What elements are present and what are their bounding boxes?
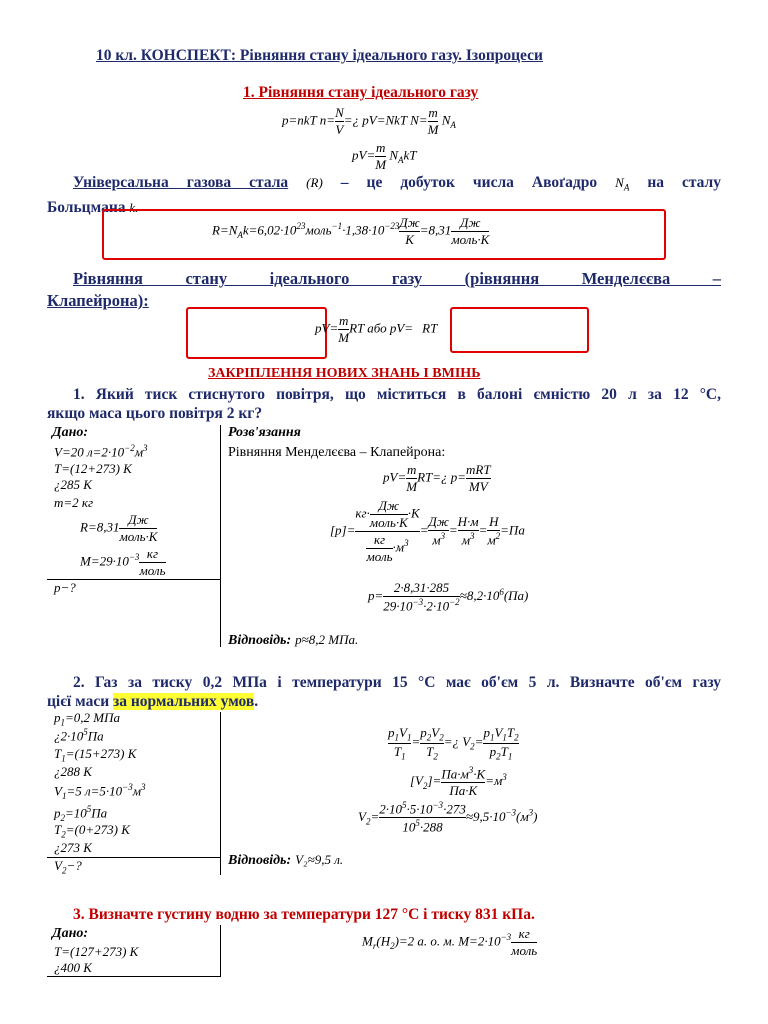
given-t1: $T_1=(15+273)$ K bbox=[54, 746, 137, 764]
problem-2-formula-main: $\frac{p_1V_1}{T_1}$ = $\frac{p_2V_2}{T_2}$ =¿ $V_2=$ $\frac{p_1V_1T_2}{p_2T_1}$ bbox=[388, 725, 519, 762]
formula-line-1: p=nkT n= $\frac{N}{V}$ =¿ pV=NkT N= $\frac{m}{M}$ $N_A$ bbox=[282, 105, 456, 137]
given-temperature: T=(12+273) K bbox=[54, 461, 132, 476]
problem-2-question: 2. Газ за тиску 0,2 МПа і температури 15 °С має об'єм 5 л. Визначте об'єм газу цієї маси за нормальних умов. bbox=[47, 674, 721, 710]
boltzmann-word: Больцмана bbox=[47, 198, 126, 216]
boltzmann-symbol: k. bbox=[129, 199, 139, 215]
given-molar-mass: $M=29\cdot 10^{-3}$ кг моль bbox=[80, 546, 166, 578]
problem-2-answer: Відповідь: V₂≈9,5 л. bbox=[228, 852, 344, 868]
avogadro-symbol: $N_A$ bbox=[615, 175, 630, 193]
problem-1-question: 1. Який тиск стиснутого повітря, що міститься в балоні ємністю 20 л за 12 °С, якщо маса цього повітря 2 кг? bbox=[47, 386, 721, 422]
given-mass: m=2 кг bbox=[54, 495, 94, 510]
given-v1: $V_1=5$ $л=5\cdot 10^{-3}м^3$ bbox=[54, 782, 146, 801]
problem-2-formula-calc: $V_2=$ $\frac{2\cdot 10^5\cdot 5\cdot 10^{-3}\cdot 273}{10^5\cdot 288}$ $\approx 9,5\cdot 10^{-3}(м^3)$ bbox=[358, 800, 538, 835]
problem-1-solution-text: Рівняння Менделєєва – Клапейрона: bbox=[228, 445, 446, 460]
problem-1-given-title: Дано: bbox=[52, 425, 88, 440]
mendeleev-clapeyron-definition bbox=[47, 268, 721, 312]
problem-3-divider bbox=[220, 925, 221, 977]
problem-1-formula-main: pV= $\frac{m}{M}$ RT=¿ p= mRT MV bbox=[383, 462, 491, 494]
page-title: 10 кл. КОНСПЕКТ: Рівняння стану ідеального газу. Ізопроцеси bbox=[96, 47, 543, 64]
mendeleev-box-left bbox=[186, 307, 327, 359]
given-p2: $p_2=10^5Па$ bbox=[54, 804, 108, 823]
given-p1: $p_1=0,2$ МПа bbox=[54, 710, 120, 728]
problem-1-formula-units: [p]= кг· Дж моль·K ·K кг моль $\cdot м^3$ = Дж $м^3$ = Н·м $м^3$ = Н $м^2$ =Па bbox=[330, 498, 525, 564]
normal-conditions-highlight: за нормальних умов bbox=[113, 693, 255, 710]
gas-constant-text-end: на сталу bbox=[647, 174, 722, 191]
problem-1-find: p−? bbox=[54, 580, 76, 595]
gas-constant-text: – це добуток числа Авоґадро bbox=[340, 174, 598, 191]
given-temperature-value: ¿285 K bbox=[54, 477, 92, 492]
gas-constant-term: Універсальна газова стала bbox=[73, 174, 289, 191]
given-p1-value: ¿$2\cdot 10^5Па$ bbox=[54, 727, 104, 744]
problem-1-answer: Відповідь: p≈8,2 МПа. bbox=[228, 632, 359, 648]
mendeleev-line-1: Рівняння стану ідеального газу (рівняння Менделєєва – bbox=[73, 269, 721, 288]
mendeleev-box-right bbox=[450, 307, 589, 353]
given-volume: V=20 $л=2\cdot 10^{-2}м^3$ bbox=[54, 443, 148, 460]
problem-2-divider bbox=[220, 712, 221, 875]
problem-2-find: $V_2-$? bbox=[54, 858, 82, 876]
problem-1-divider bbox=[220, 425, 221, 647]
given-gas-constant: R=8,31 Дж моль·K bbox=[80, 512, 158, 544]
given-t1-value: ¿288 K bbox=[54, 764, 92, 779]
consolidation-heading: ЗАКРІПЛЕННЯ НОВИХ ЗНАНЬ І ВМІНЬ bbox=[208, 366, 481, 381]
problem-1-solution-title: Розв'язання bbox=[228, 425, 301, 440]
problem-2-formula-units: $[V_2]=$ $Па\cdot м^3\cdot K$ Па·K $=м^3$ bbox=[410, 765, 507, 799]
problem-1-formula-calc: p= $\frac{2\cdot 8,31\cdot 285}{29\cdot 10^{-3}\cdot 2\cdot 10^{-2}}$ $\approx 8,2\cdot 10^6(Па)$ bbox=[368, 580, 529, 614]
problem-3-formula: $M_r(H_2)=2$ а. о. м. $M=2\cdot 10^{-3}$ кг моль bbox=[362, 926, 538, 958]
problem-3-question: 3. Визначте густину водню за температури 127 °С і тиску 831 кПа. bbox=[73, 906, 535, 923]
gas-constant-symbol: (R) bbox=[306, 175, 323, 190]
given-t2-value: ¿273 K bbox=[54, 840, 92, 855]
mendeleev-line-2: Клапейрона): bbox=[47, 291, 149, 310]
given-t-problem-3-value: ¿400 K bbox=[54, 960, 92, 975]
problem-3-given-title: Дано: bbox=[52, 926, 88, 941]
section-heading: 1. Рівняння стану ідеального газу bbox=[243, 84, 479, 101]
given-t2: $T_2=(0+273)$ K bbox=[54, 822, 130, 840]
given-t-problem-3: T=(127+273) K bbox=[54, 944, 139, 959]
formula-line-2: pV= $\frac{m}{M}$ $N_AkT$ bbox=[352, 140, 417, 172]
problem-3-given-rule bbox=[47, 976, 220, 977]
gas-constant-formula: $R=N_Ak=6,02\cdot 10^{23}моль^{-1}\cdot 1,38\cdot 10^{-23}$ Дж K =8,31 Дж моль·K bbox=[212, 215, 490, 247]
mendeleev-formula: pV= $\frac{m}{M}$ RT або pV=ν RT bbox=[315, 313, 438, 345]
